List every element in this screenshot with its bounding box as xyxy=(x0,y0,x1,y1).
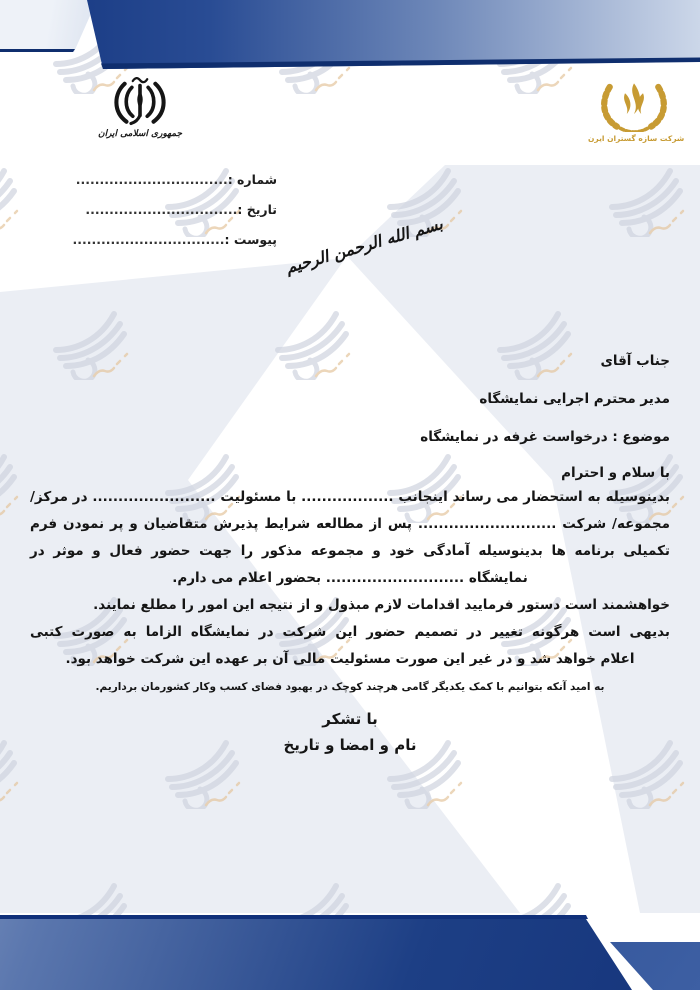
salutation-line: با سلام و احترام xyxy=(561,465,670,481)
iran-emblem-icon xyxy=(99,72,181,128)
addressee-line-1: جناب آقای xyxy=(600,353,670,369)
ref-field-number xyxy=(72,172,277,188)
ref-date-label: تاریخ : xyxy=(237,202,277,217)
body-line-5: خواهشمند است دستور فرمایید اقدامات لازم مبذول و از نتیجه این امور را مطلع نمایند. xyxy=(93,597,670,613)
company-logo-block xyxy=(588,78,685,143)
closing-signature: نام و امضا و تاریخ xyxy=(283,736,417,754)
subject-line: موضوع : درخواست غرفه در نمایشگاه xyxy=(420,429,670,445)
ref-field-date xyxy=(72,202,277,218)
letter-body xyxy=(30,350,670,754)
body-line-4: نمایشگاه ........................... بحضور اعلام می دارم. xyxy=(172,570,528,586)
ref-attachment-blank: ................................ xyxy=(72,232,225,247)
body-line-1: بدینوسیله به استحضار می رساند اینجانب .................. با مسئولیت ........................ در مرکز/ xyxy=(30,489,670,505)
ref-field-attachment xyxy=(72,232,277,248)
ref-number-blank: ................................ xyxy=(75,172,228,187)
body-line-2: مجموعه/ شرکت ........................... پس از مطالعه شرایط پذیرش متقاضیان و پر نمودن فرم xyxy=(30,516,670,532)
bismillah-calligraphy: بسم الله الرحمن الرحیم xyxy=(283,213,445,277)
iran-emblem-block xyxy=(85,72,195,139)
body-line-6: بدیهی است هرگونه تغییر در تصمیم حضور این شرکت در نمایشگاه الزاما به صورت کتبی xyxy=(30,624,670,640)
reference-fields xyxy=(72,172,277,262)
ref-number-label: شماره : xyxy=(227,172,277,187)
company-logo-icon xyxy=(591,78,677,132)
addressee-line-2: مدیر محترم اجرایی نمایشگاه xyxy=(479,391,670,407)
company-name: شرکت سازه گستران ایرن xyxy=(588,134,685,143)
closing-thanks: با تشکر xyxy=(322,710,378,728)
hope-line: به امید آنکه بتوانیم با کمک یکدیگر گامی هرچند کوچک در بهبود فضای کسب وکار کشورمان برداریم. xyxy=(95,681,605,693)
emblem-caption: جمهوری اسلامی ایران xyxy=(97,129,183,139)
body-line-3: تکمیلی برنامه ها بدینوسیله آمادگی خود و مجموعه مذکور را جهت حضور فعال و موثر در xyxy=(30,543,670,559)
ref-attachment-label: پیوست : xyxy=(224,232,277,247)
ref-date-blank: ................................ xyxy=(85,202,238,217)
body-line-7: اعلام خواهد شد و در غیر این صورت مسئولیت مالی آن بر عهده این شرکت خواهد بود. xyxy=(65,651,635,667)
